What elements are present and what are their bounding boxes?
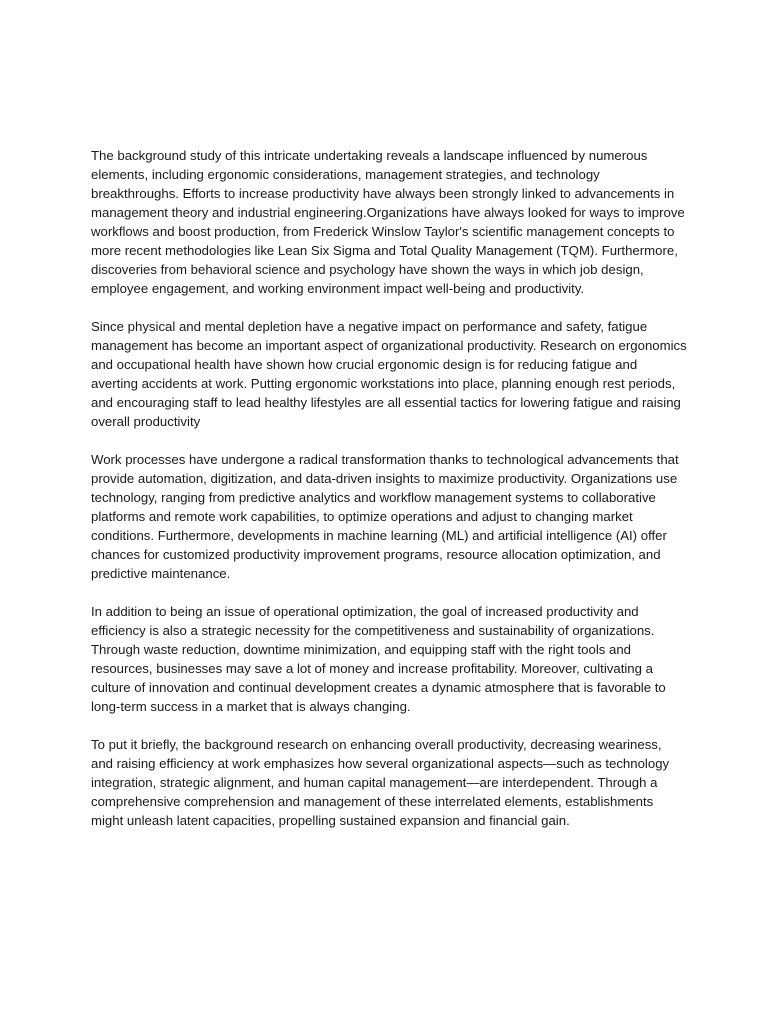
paragraph-strategic-necessity: In addition to being an issue of operational optimization, the goal of increased productivity and efficiency is also a strategic necessity for the competitiveness and sustainability of organizations. Through waste reduction, downtime minimization, and equipping staff with the right tools and resources, businesses may save a lot of money and increase profitability. Moreover, cultivating a culture of innovation and continual development creates a dynamic atmosphere that is favorable to long-term success in a market that is always changing. — [91, 604, 666, 714]
paragraph-fatigue-management: Since physical and mental depletion have a negative impact on performance and safety, fatigue management has become an important aspect of organizational productivity. Research on ergonomics and occupational health have shown how crucial ergonomic design is for reducing fatigue and averting accidents at work. Putting ergonomic workstations into place, planning enough rest periods, and encouraging staff to lead healthy lifestyles are all essential tactics for lowering fatigue and raising overall productivity — [91, 319, 687, 429]
paragraph-background-study: The background study of this intricate undertaking reveals a landscape influenced by numerous elements, including ergonomic considerations, management strategies, and technology breakthroughs. Efforts to increase productivity have always been strongly linked to advancements in management theory and industrial engineering.Organizations have always looked for ways to improve workflows and boost production, from Frederick Winslow Taylor's scientific management concepts to more recent methodologies like Lean Six Sigma and Total Quality Management (TQM). Furthermore, discoveries from behavioral science and psychology have shown the ways in which job design, employee engagement, and working environment impact well-being and productivity. — [91, 148, 685, 296]
document-body — [91, 146, 687, 849]
paragraph-technology: Work processes have undergone a radical transformation thanks to technological advancements that provide automation, digitization, and data-driven insights to maximize productivity. Organizations use technology, ranging from predictive analytics and workflow management systems to collaborative platforms and remote work capabilities, to optimize operations and adjust to changing market conditions. Furthermore, developments in machine learning (ML) and artificial intelligence (AI) offer chances for customized productivity improvement programs, resource allocation optimization, and predictive maintenance. — [91, 452, 679, 581]
paragraph-summary: To put it briefly, the background research on enhancing overall productivity, decreasing weariness, and raising efficiency at work emphasizes how several organizational aspects—such as technology integration, strategic alignment, and human capital management—are interdependent. Through a comprehensive comprehension and management of these interrelated elements, establishments might unleash latent capacities, propelling sustained expansion and financial gain. — [91, 737, 670, 828]
